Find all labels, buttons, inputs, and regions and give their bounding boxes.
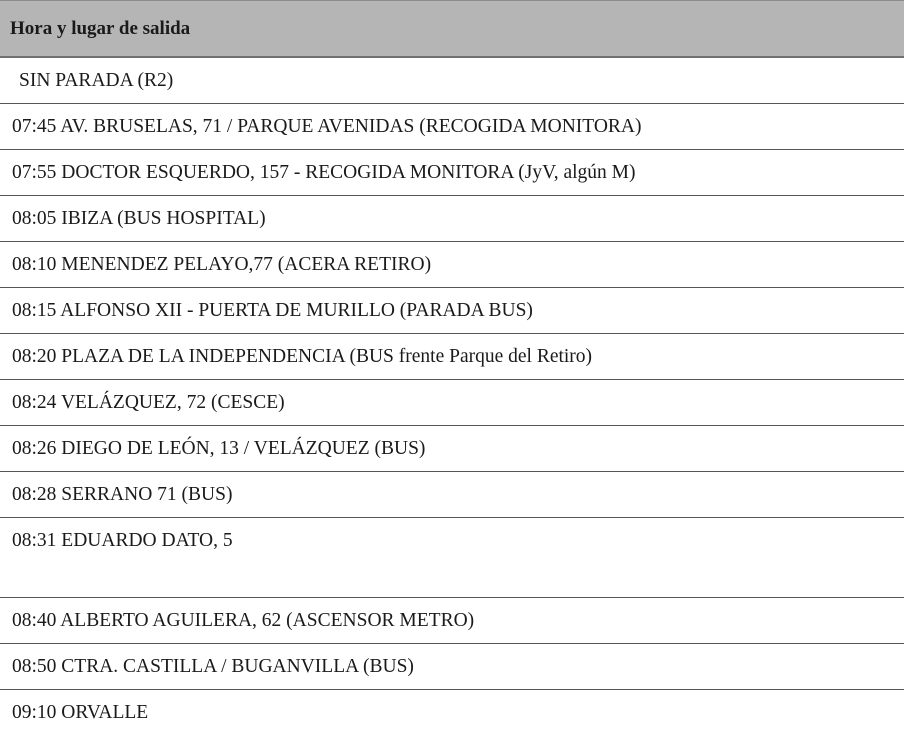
stop-text: SIN PARADA (R2) (19, 69, 174, 91)
table-row (0, 104, 904, 150)
stop-text: 08:10 MENENDEZ PELAYO,77 (ACERA RETIRO) (12, 253, 432, 275)
table-header (0, 0, 904, 58)
stop-text: 08:26 DIEGO DE LEÓN, 13 / VELÁZQUEZ (BUS) (12, 437, 426, 459)
stop-text: 08:28 SERRANO 71 (BUS) (12, 483, 233, 505)
table-row (0, 690, 904, 732)
table-row (0, 150, 904, 196)
stop-text: 09:10 ORVALLE (12, 702, 149, 723)
table-row (0, 58, 904, 104)
header-title: Hora y lugar de salida (10, 17, 191, 39)
stop-text: 08:20 PLAZA DE LA INDEPENDENCIA (BUS frente Parque del Retiro) (12, 345, 593, 367)
table-row (0, 598, 904, 644)
stop-text: 08:15 ALFONSO XII - PUERTA DE MURILLO (PARADA BUS) (12, 299, 533, 321)
table-row (0, 196, 904, 242)
table-row (0, 426, 904, 472)
stop-text: 08:05 IBIZA (BUS HOSPITAL) (12, 207, 266, 229)
stop-text: 08:24 VELÁZQUEZ, 72 (CESCE) (12, 391, 285, 413)
stop-text: 08:50 CTRA. CASTILLA / BUGANVILLA (BUS) (12, 655, 414, 677)
table-row (0, 472, 904, 518)
table-row (0, 288, 904, 334)
table-row (0, 518, 904, 598)
table-row (0, 644, 904, 690)
stop-text: 07:55 DOCTOR ESQUERDO, 157 - RECOGIDA MONITORA (JyV, algún M) (12, 161, 636, 183)
stop-text: 08:40 ALBERTO AGUILERA, 62 (ASCENSOR METRO) (12, 609, 475, 631)
stop-text: 08:31 EDUARDO DATO, 5 (12, 530, 233, 551)
stop-text: 07:45 AV. BRUSELAS, 71 / PARQUE AVENIDAS (RECOGIDA MONITORA) (12, 115, 642, 137)
table-row (0, 380, 904, 426)
table-row (0, 242, 904, 288)
table-row (0, 334, 904, 380)
